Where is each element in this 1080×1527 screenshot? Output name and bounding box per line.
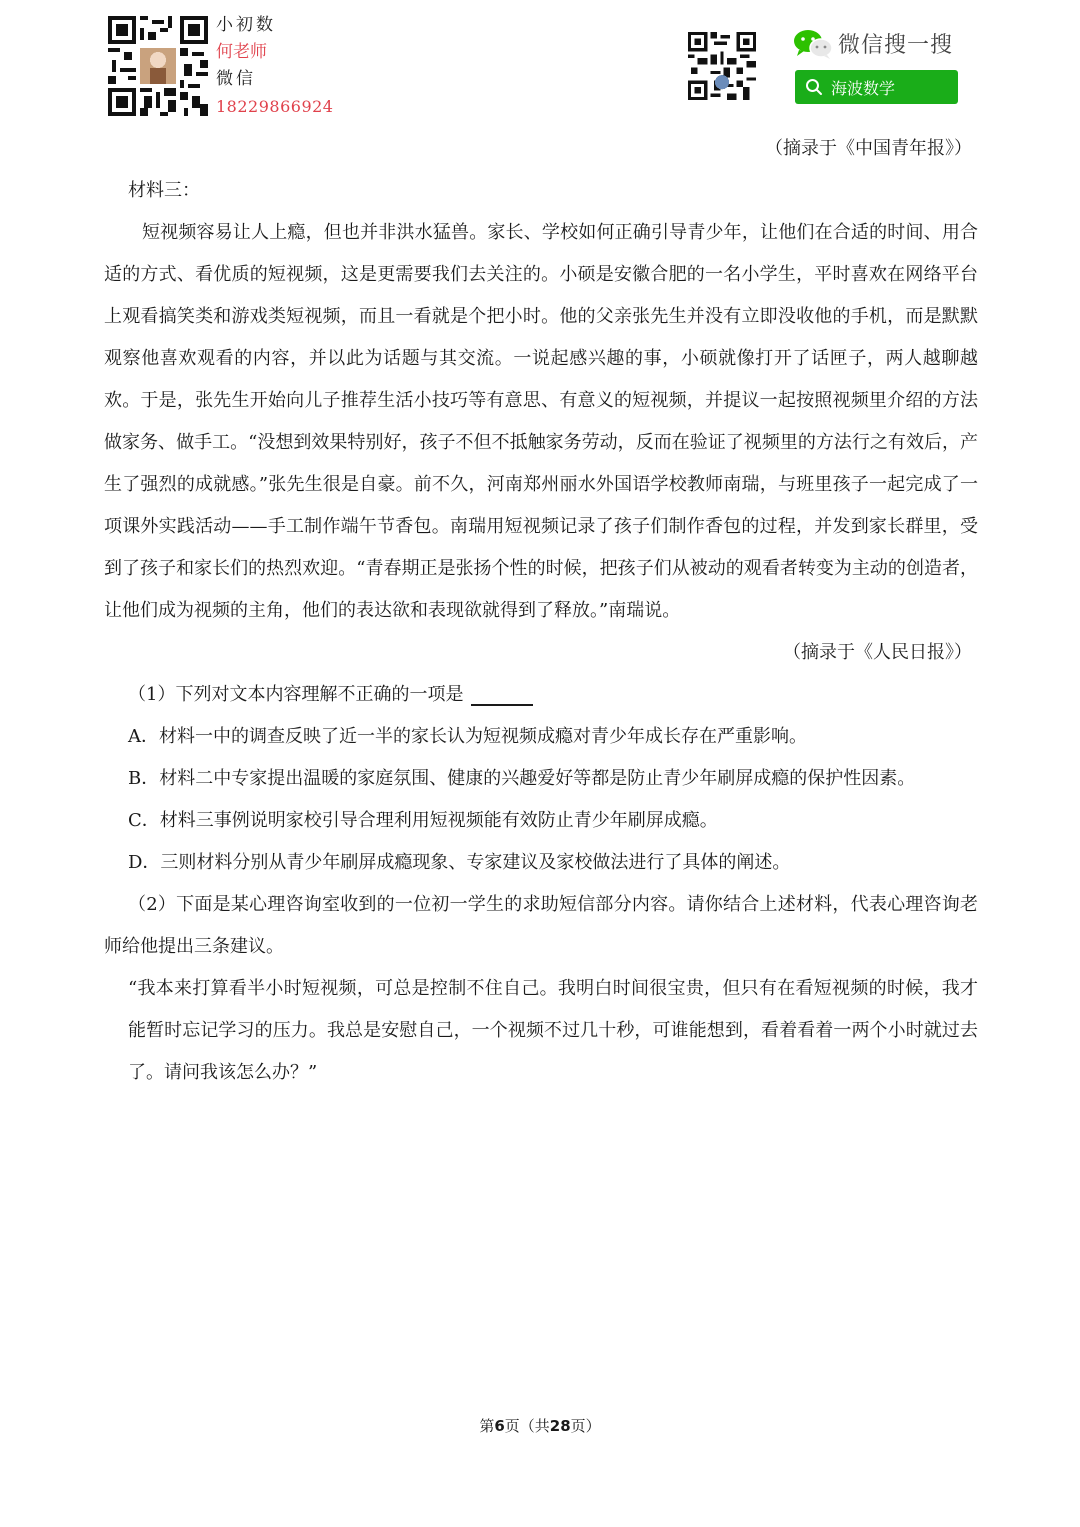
question-2-quote: “我本来打算看半小时短视频，可总是控制不住自己。我明白时间很宝贵，但只有在看短视频的时候，我才能暂时忘记学习的压力。我总是安慰自己，一个视频不过几十秒，可谁能想到，看着看着一两个小时就过去了。请问我该怎么办？” [128, 978, 978, 1083]
question-1-stem: （1）下列对文本内容理解不正确的一项是 [128, 684, 464, 705]
footer-middle: 页（共 [504, 1417, 550, 1435]
option-b: B．材料二中专家提出温暖的家庭氛围、健康的兴趣爱好等都是防止青少年刷屏成瘾的保护性因素。 [128, 768, 916, 789]
source-citation: （摘录于《人民日报》） [783, 642, 972, 663]
contact-line-2: 何老师 [216, 42, 267, 62]
question-1 [104, 674, 978, 716]
qr-code-left [108, 16, 208, 116]
option-a: A．材料一中的调查反映了近一半的家长认为短视频成瘾对青少年成长存在严重影响。 [128, 726, 807, 747]
page-number: 6 [494, 1417, 505, 1435]
qr-code-right [688, 32, 756, 100]
search-icon [805, 78, 823, 96]
option-c: C．材料三事例说明家校引导合理利用短视频能有效防止青少年刷屏成瘾。 [128, 810, 718, 831]
answer-blank[interactable] [471, 684, 533, 706]
wechat-search-button[interactable] [795, 70, 958, 104]
footer-prefix: 第 [479, 1417, 495, 1435]
contact-line-1: 小初数 [216, 15, 276, 35]
page-total: 28 [549, 1417, 571, 1435]
document-body [104, 128, 978, 1094]
page-footer [0, 1415, 1080, 1436]
wechat-search-title: 微信搜一搜 [838, 33, 954, 58]
question-2-stem: （2）下面是某心理咨询室收到的一位初一学生的求助短信部分内容。请你结合上述材料，代表心理咨询老师给他提出三条建议。 [104, 894, 978, 957]
contact-phone: 18229866924 [216, 97, 334, 116]
footer-suffix: 页） [570, 1417, 601, 1435]
option-d: D．三则材料分别从青少年刷屏成瘾现象、专家建议及家校做法进行了具体的阐述。 [128, 852, 791, 873]
wechat-logo-icon [793, 28, 833, 60]
source-citation: （摘录于《中国青年报》） [765, 138, 972, 159]
wechat-search-keyword: 海波数学 [831, 78, 896, 98]
material-paragraph: 短视频容易让人上瘾，但也并非洪水猛兽。家长、学校如何正确引导青少年，让他们在合适的时间、用合适的方式、看优质的短视频，这是更需要我们去关注的。小硕是安徽合肥的一名小学生，平时喜欢在网络平台上观看搞笑类和游戏类短视频，而且一看就是个把小时。他的父亲张先生并没有立即没收他的手机，而是默默观察他喜欢观看的内容，并以此为话题与其交流。一说起感兴趣的事，小硕就像打开了话匣子，两人越聊越欢。于是，张先生开始向儿子推荐生活小技巧等有意思、有意义的短视频，并提议一起按照视频里介绍的方法做家务、做手工。“没想到效果特别好，孩子不但不抵触家务劳动，反而在验证了视频里的方法行之有效后，产生了强烈的成就感。”张先生很是自豪。前不久，河南郑州丽水外国语学校教师南瑞，与班里孩子一起完成了一项课外实践活动——手工制作端午节香包。南瑞用短视频记录了孩子们制作香包的过程，并发到家长群里，受到了孩子和家长们的热烈欢迎。“青春期正是张扬个性的时候，把孩子们从被动的观看者转变为主动的创造者，让他们成为视频的主角，他们的表达欲和表现欲就得到了释放。”南瑞说。 [104, 222, 978, 621]
contact-text [216, 12, 333, 120]
contact-line-3: 微信 [216, 69, 256, 89]
material-heading: 材料三： [128, 180, 200, 201]
page-header [0, 0, 1080, 130]
